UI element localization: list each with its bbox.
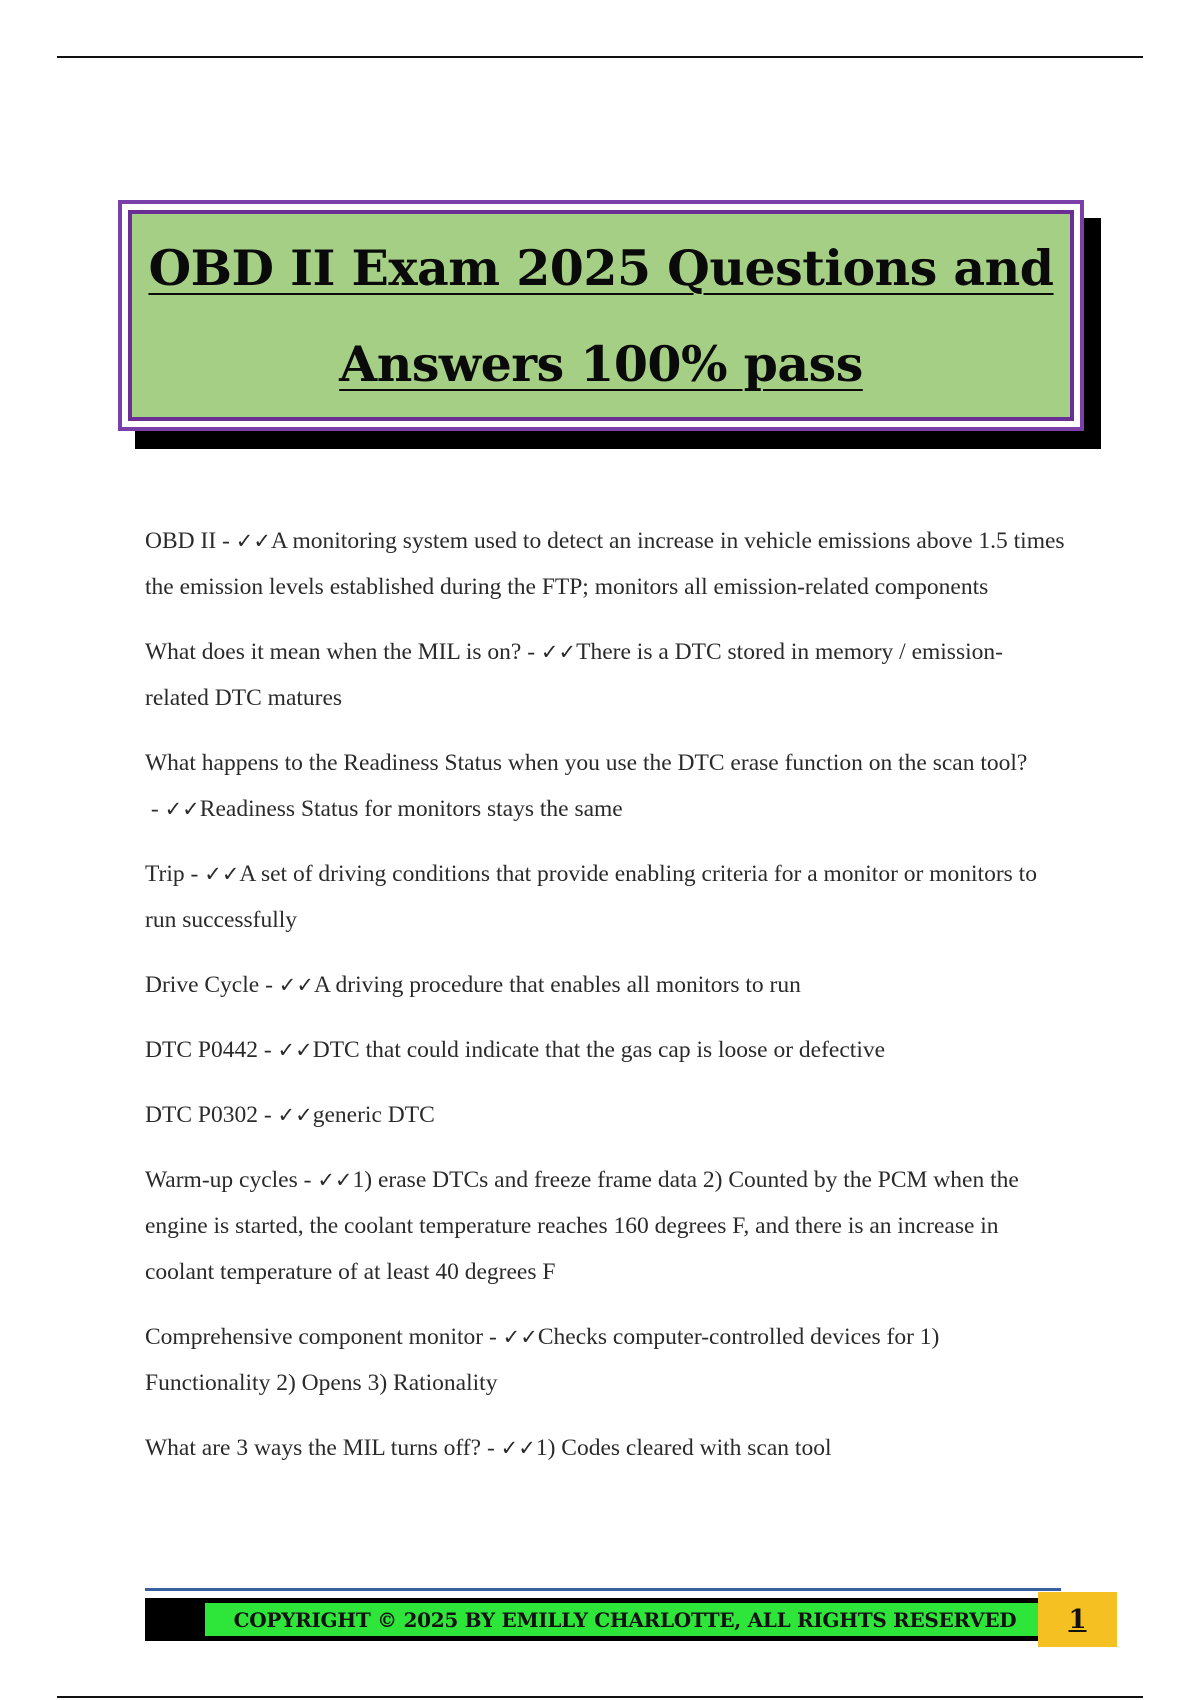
qa-term: OBD II bbox=[145, 528, 217, 554]
qa-item bbox=[145, 962, 1065, 1008]
qa-item bbox=[145, 1092, 1065, 1138]
qa-item bbox=[145, 1157, 1065, 1295]
qa-answer: Checks computer-controlled devices for 1) Functionality 2) Opens 3) Rationality bbox=[145, 1324, 940, 1396]
copyright-banner bbox=[205, 1603, 1045, 1636]
qa-separator: - bbox=[297, 1167, 318, 1193]
qa-term: What does it mean when the MIL is on? bbox=[145, 639, 522, 665]
qa-term: Trip bbox=[145, 861, 185, 887]
checkmark-icon: ✓✓ bbox=[540, 640, 577, 664]
qa-item bbox=[145, 1027, 1065, 1073]
qa-item bbox=[145, 740, 1065, 832]
title-box bbox=[118, 200, 1084, 431]
page-number-box bbox=[1038, 1592, 1117, 1647]
qa-item bbox=[145, 1425, 1065, 1471]
checkmark-icon: ✓✓ bbox=[277, 1038, 313, 1062]
checkmark-icon: ✓✓ bbox=[277, 1103, 313, 1127]
qa-answer: 1) Codes cleared with scan tool bbox=[535, 1435, 832, 1461]
qa-answer: A set of driving conditions that provide enabling criteria for a monitor or monitors to run successfully bbox=[145, 861, 1037, 933]
qa-separator: - bbox=[483, 1324, 503, 1350]
title-line-1: OBD II Exam 2025 Questions and bbox=[148, 238, 1054, 297]
title-line-2: Answers 100% pass bbox=[339, 334, 863, 393]
checkmark-icon: ✓✓ bbox=[204, 862, 240, 886]
qa-answer: 1) erase DTCs and freeze frame data 2) Counted by the PCM when the engine is started, the coolant temperature reaches 160 degrees F, and there is an increase in coolant temperature of at least 40 degrees F bbox=[145, 1167, 1019, 1285]
bottom-rule bbox=[57, 1696, 1143, 1698]
qa-list bbox=[145, 518, 1065, 1490]
qa-item bbox=[145, 629, 1065, 721]
qa-separator: - bbox=[216, 528, 236, 554]
qa-item bbox=[145, 518, 1065, 610]
checkmark-icon: ✓✓ bbox=[500, 1436, 536, 1460]
checkmark-icon: ✓✓ bbox=[502, 1325, 538, 1349]
qa-answer: A driving procedure that enables all monitors to run bbox=[313, 972, 801, 998]
qa-separator: - bbox=[481, 1435, 501, 1461]
qa-separator: - bbox=[521, 639, 541, 665]
qa-separator: - bbox=[257, 1037, 278, 1063]
qa-item bbox=[145, 1314, 1065, 1406]
qa-item bbox=[145, 851, 1065, 943]
qa-term: Comprehensive component monitor bbox=[145, 1324, 484, 1350]
qa-separator: - bbox=[259, 972, 279, 998]
qa-term: Drive Cycle bbox=[145, 972, 260, 998]
qa-term: What are 3 ways the MIL turns off? bbox=[145, 1435, 482, 1461]
qa-term: What happens to the Readiness Status when you use the DTC erase function on the scan tool? bbox=[145, 750, 1028, 776]
footer-divider bbox=[145, 1588, 1061, 1591]
qa-answer: DTC that could indicate that the gas cap is loose or defective bbox=[312, 1037, 886, 1063]
footer-bar bbox=[145, 1598, 1065, 1641]
qa-answer: There is a DTC stored in memory / emission-related DTC matures bbox=[145, 639, 1003, 711]
checkmark-icon: ✓✓ bbox=[164, 797, 200, 821]
qa-term: Warm-up cycles bbox=[145, 1167, 298, 1193]
checkmark-icon: ✓✓ bbox=[317, 1168, 353, 1192]
qa-term: DTC P0302 bbox=[145, 1102, 258, 1128]
qa-answer: Readiness Status for monitors stays the same bbox=[199, 796, 623, 822]
qa-answer: generic DTC bbox=[312, 1102, 435, 1128]
qa-separator: - bbox=[257, 1102, 278, 1128]
checkmark-icon: ✓✓ bbox=[278, 973, 314, 997]
title-box-inner bbox=[128, 210, 1074, 421]
qa-answer: A monitoring system used to detect an increase in vehicle emissions above 1.5 times the emission levels established during the FTP; monitors all emission-related components bbox=[145, 528, 1065, 600]
page-number: 1 bbox=[1068, 1604, 1087, 1635]
checkmark-icon: ✓✓ bbox=[235, 529, 271, 553]
qa-separator: - bbox=[184, 861, 205, 887]
top-rule bbox=[57, 56, 1143, 58]
copyright-text: COPYRIGHT © 2025 BY EMILLY CHARLOTTE, ALL RIGHTS RESERVED bbox=[233, 1607, 1017, 1632]
qa-separator: - bbox=[145, 796, 165, 822]
qa-term: DTC P0442 bbox=[145, 1037, 258, 1063]
